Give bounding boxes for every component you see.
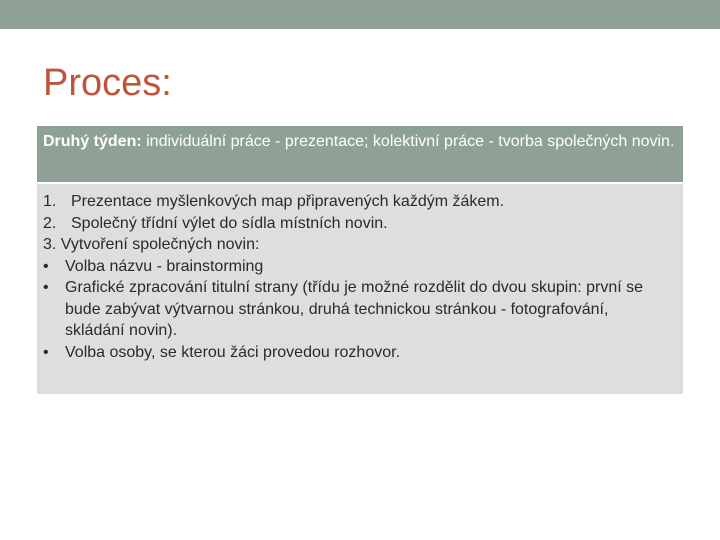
list-marker: 3. (43, 236, 61, 253)
list-item-text: Volba názvu - brainstorming (65, 257, 264, 275)
list-item (43, 234, 675, 256)
list-item-text: Společný třídní výlet do sídla místních novin. (71, 214, 388, 232)
header-text: individuální práce - prezentace; kolektivní práce - tvorba společných novin. (141, 133, 675, 150)
list-marker: 2. (43, 214, 57, 232)
bullet-icon: • (43, 279, 49, 296)
list-item (43, 342, 675, 364)
list-item (43, 191, 675, 213)
list-item-text: Grafické zpracování titulní strany (třídu je možné rozdělit do dvou skupin: první se bude zabývat výtvarnou stránkou, druhá technickou stránkou - fotografování, skládání novin). (65, 279, 644, 339)
slide-title: Proces: (43, 62, 172, 104)
content-box (37, 184, 683, 394)
list-item-text: Vytvoření společných novin: (60, 236, 260, 253)
list-marker: 1. (43, 193, 57, 210)
list-item (43, 213, 675, 235)
list-item-text: Prezentace myšlenkových map připravených každým žákem. (71, 193, 505, 210)
bullet-icon: • (43, 257, 49, 275)
top-accent-band (0, 0, 720, 29)
header-box (37, 126, 683, 182)
list-item-text: Volba osoby, se kterou žáci provedou rozhovor. (65, 343, 401, 361)
list-item (43, 277, 675, 342)
bullet-icon: • (43, 343, 49, 361)
list-item (43, 256, 675, 278)
header-label: Druhý týden: (43, 133, 142, 150)
